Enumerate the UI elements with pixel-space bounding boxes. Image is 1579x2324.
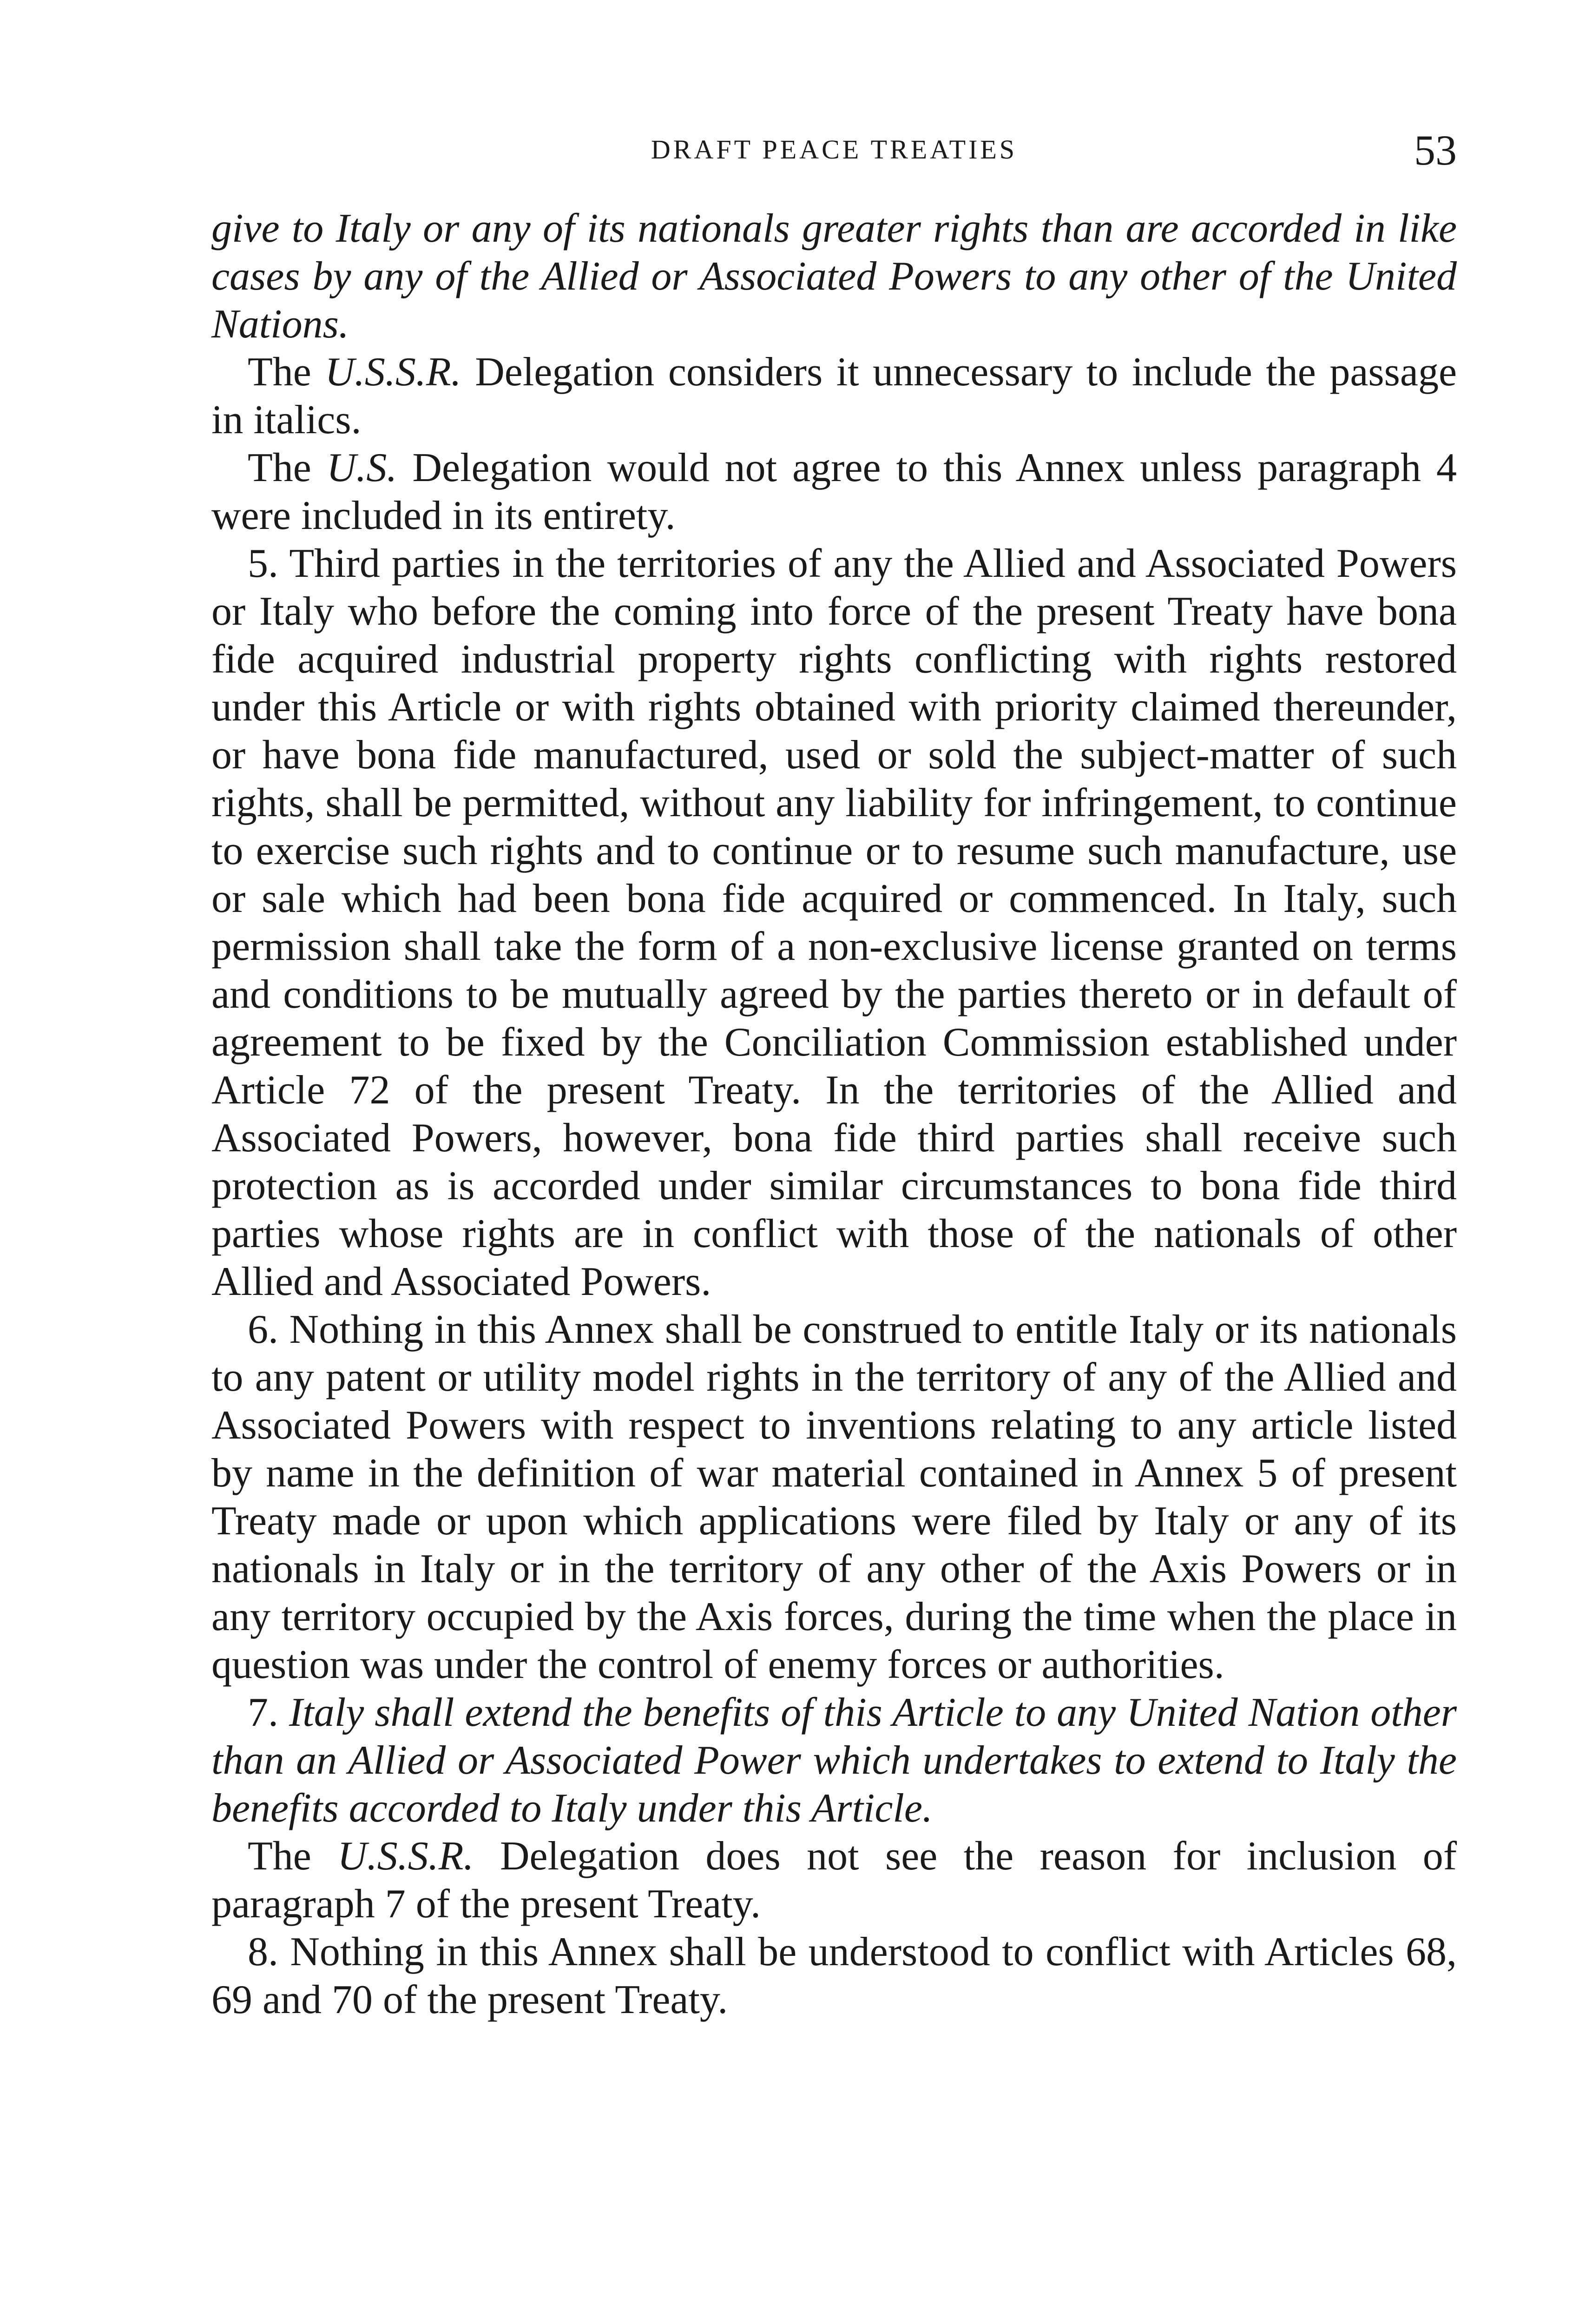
running-header bbox=[211, 126, 1457, 176]
page-number: 53 bbox=[1414, 126, 1457, 174]
paragraph-continuation bbox=[211, 205, 1457, 348]
paragraph-text: 5. Third parties in the territories of any the Allied and Associated Powers or Italy who before the coming into force of the present Treaty have bona fide acquired industrial property rights conflicting with rights restored under this Article or with rights obtained with priority claimed thereunder, or have bona fide manufactured, used or sold the subject-matter of such rights, shall be permitted, without any liability for infringement, to continue to exercise such rights and to continue or to resume such manufacture, use or sale which had been bona fide acquired or commenced. In Italy, such permission shall take the form of a non-exclusive license granted on terms and conditions to be mutually agreed by the parties thereto or in default of agreement to be fixed by the Conciliation Commission established under Article 72 of the present Treaty. In the territories of the Allied and Associated Powers, however, bona fide third parties shall receive such protection as is accorded under similar circumstances to bona fide third parties whose rights are in conflict with those of the nationals of other Allied and Associated Powers. bbox=[211, 541, 1457, 1304]
paragraph-lead: The bbox=[248, 350, 311, 395]
paragraph-continuation-text: give to Italy or any of its nationals greater rights than are accorded in like cases by any of the Allied or Associated Powers to any other of the United Nations. bbox=[211, 206, 1457, 347]
body-text bbox=[211, 205, 1457, 2024]
paragraph-text: 8. Nothing in this Annex shall be understood to conflict with Articles 68, 69 and 70 of the present Treaty. bbox=[211, 1929, 1457, 2022]
paragraph-text: Delegation would not agree to this Annex unless paragraph 4 were included in its entirety. bbox=[211, 445, 1457, 538]
paragraph-text: Delegation does not see the reason for inclusion of paragraph 7 of the present Treaty. bbox=[211, 1834, 1457, 1927]
paragraph-lead: The bbox=[248, 1834, 311, 1879]
paragraph-ussr-note-2 bbox=[211, 1832, 1457, 1928]
abbr-ussr: U.S.S.R. bbox=[337, 1834, 474, 1879]
running-title: DRAFT PEACE TREATIES bbox=[651, 134, 1018, 165]
paragraph-5 bbox=[211, 540, 1457, 1306]
abbr-us: U.S. bbox=[326, 445, 397, 490]
paragraph-text: 6. Nothing in this Annex shall be construed to entitle Italy or its nationals to any patent or utility model rights in the territory of any of the Allied and Associated Powers with respect to inventions relating to any article listed by name in the definition of war material contained in Annex 5 of present Treaty made or upon which applications were filed by Italy or any of its nationals in Italy or in the territory of any other of the Axis Powers or in any territory occupied by the Axis forces, during the time when the place in question was under the control of enemy forces or authorities. bbox=[211, 1307, 1457, 1687]
paragraph-7 bbox=[211, 1689, 1457, 1832]
paragraph-8 bbox=[211, 1928, 1457, 2024]
paragraph-text: Italy shall extend the benefits of this Article to any United Nation other than an Allied or Associated Power which undertakes to extend to Italy the benefits accorded to Italy under this Article. bbox=[211, 1690, 1457, 1831]
abbr-ussr: U.S.S.R. bbox=[325, 350, 461, 395]
paragraph-ussr-note-1 bbox=[211, 348, 1457, 444]
paragraph-us-note bbox=[211, 444, 1457, 540]
paragraph-number: 7. bbox=[248, 1690, 278, 1735]
paragraph-text: Delegation considers it unnecessary to include the passage in italics. bbox=[211, 350, 1457, 442]
paragraph-lead: The bbox=[248, 445, 311, 490]
paragraph-6 bbox=[211, 1306, 1457, 1689]
